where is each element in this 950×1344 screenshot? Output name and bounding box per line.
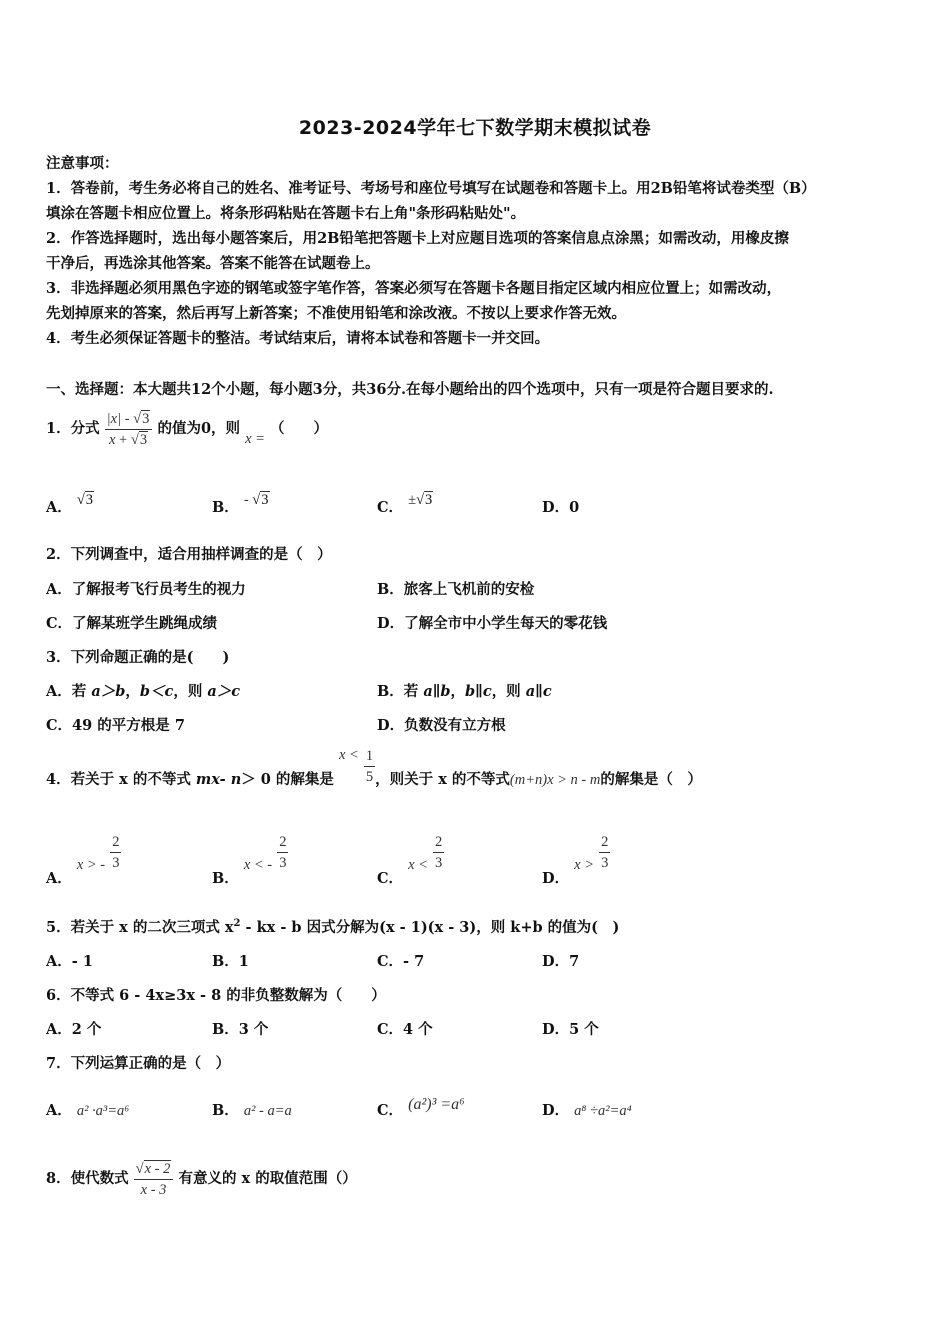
q4-d-label: D．: [542, 869, 570, 887]
q4-a-frac: [110, 832, 121, 873]
q1-a-sqrt: √3: [76, 492, 94, 508]
q3-option-d: D．负数没有立方根: [377, 717, 506, 734]
q1-c-label: C．: [377, 499, 404, 516]
q4-a-x: x > -: [76, 856, 106, 873]
q4-mid: ，则关于 x 的不等式: [375, 771, 510, 788]
q5-option-c: C．- 7: [377, 953, 425, 970]
q4-c-frac: [433, 832, 444, 873]
q1-den-radicand: 3: [139, 431, 148, 448]
notes-line: 干净后，再选涂其他答案。答案不能答在试题卷上。: [46, 255, 380, 272]
q7-c-expr: (a²)³ =a⁶: [408, 1096, 465, 1113]
notes-line: 3．非选择题必须用黑色字迹的钢笔或签字笔作答，答案必须写在答题卡各题目指定区域内相应位置上；如需改动，: [46, 280, 782, 297]
q3-b-t5: a∥c: [525, 683, 552, 700]
q1-b-radicand: 3: [261, 492, 269, 508]
q5-stem-b: - kx - b 因式分解为(x - 1)(x - 3)，则 k+b 的值为( ): [240, 919, 620, 936]
q3-a-t2: ，: [125, 683, 140, 700]
q3-b-t1: a∥b: [423, 683, 451, 700]
question-7: 7．下列运算正确的是（ ）: [46, 1055, 231, 1072]
q7-d-label: D．: [542, 1102, 570, 1119]
q1-a-label: A．: [46, 499, 72, 516]
q6-option-b: B．3 个: [212, 1021, 269, 1038]
q4-d-frac: [599, 832, 610, 873]
q5-sup: 2: [233, 918, 241, 930]
q4-ineq2: (m+n)x > n - m: [509, 772, 601, 788]
q7-option-b: [212, 1099, 292, 1120]
q4-sol-den: 5: [365, 769, 374, 785]
q3-b-t4: ，则: [491, 683, 526, 700]
section-heading: 一、选择题：本大题共12个小题，每小题3分，共36分.在每小题给出的四个选项中，只有一项是符合题目要求的.: [46, 381, 774, 398]
q4-d-x: x >: [574, 856, 594, 873]
q1-num-abs: |x|: [106, 410, 122, 427]
q7-a-label: A．: [46, 1102, 72, 1119]
q8-prefix: 8．使代数式: [46, 1170, 129, 1187]
q4-ineq: mx- n: [195, 771, 242, 788]
q1-xeq: x =: [245, 431, 265, 447]
q1-num-radicand: 3: [142, 410, 150, 427]
q3-option-b: [377, 680, 552, 701]
q1-paren: （ ）: [270, 420, 329, 437]
question-3: 3．下列命题正确的是( ): [46, 649, 230, 666]
q1-b-sqrt: √3: [252, 492, 269, 508]
q4-a-den: 3: [112, 855, 120, 871]
q7-b-expr: a² - a=a: [243, 1103, 292, 1119]
q6-option-a: A．2 个: [46, 1021, 102, 1038]
q6-option-c: C．4 个: [377, 1021, 433, 1038]
q4-c-label: C．: [377, 869, 404, 887]
notes-heading: 注意事项：: [46, 155, 119, 172]
q1-den-x: x: [108, 431, 116, 448]
q4-b-den: 3: [279, 855, 287, 871]
q1-c-sqrt: √3: [416, 492, 433, 508]
notes-line: 1．答卷前，考生务必将自己的姓名、准考证号、考场号和座位号填写在试题卷和答题卡上。用2B铅笔将试卷类型（B）: [46, 180, 816, 197]
q8-num: x - 2: [144, 1160, 171, 1177]
notes-line: 填涂在答题卡相应位置上。将条形码粘贴在答题卡右上角"条形码粘贴处"。: [46, 205, 526, 222]
notes-line: 4．考生必须保证答题卡的整洁。考试结束后，请将本试卷和答题卡一并交回。: [46, 330, 550, 347]
q3-a-t1: a＞b: [91, 683, 126, 700]
q5-stem-a: 5．若关于 x 的二次三项式 x: [46, 919, 234, 936]
question-6: 6．不等式 6 - 4x≥3x - 8 的非负整数解为（ ）: [46, 987, 386, 1004]
q4-option-d: [542, 832, 610, 887]
q4-b-label: B．: [212, 869, 239, 887]
q7-option-c: [377, 1096, 465, 1120]
question-1: [46, 404, 328, 454]
question-8: [46, 1148, 357, 1198]
q4-sol-frac: [364, 746, 375, 787]
q3-option-a: [46, 680, 240, 701]
q4-b-frac: [277, 832, 288, 873]
q3-b-label: B．若: [377, 683, 424, 700]
q3-a-t5: a＞c: [207, 683, 241, 700]
q8-fraction: [134, 1159, 174, 1200]
q1-b-label: B．: [212, 499, 239, 516]
q3-a-t4: ，则: [173, 683, 208, 700]
q8-num-sqrt: √x - 2: [135, 1160, 171, 1177]
notes-line: 先划掉原来的答案，然后再写上新答案；不准使用铅笔和涂改液。不按以上要求作答无效。: [46, 305, 626, 322]
q4-c-den: 3: [435, 855, 443, 871]
q1-option-b: [212, 492, 270, 517]
notes-line: 2．作答选择题时，选出每小题答案后，用2B铅笔把答题卡上对应题目选项的答案信息点涂黑；如需改动，用橡皮擦: [46, 230, 789, 247]
q4-suffix: 的解集是（ ）: [600, 771, 702, 788]
q3-b-t2: ，: [450, 683, 466, 700]
q1-fraction: [105, 409, 153, 450]
q4-d-num: 2: [599, 832, 610, 853]
q2-option-a: A．了解报考飞行员考生的视力: [46, 581, 246, 598]
q3-a-t3: b＜c: [139, 683, 174, 700]
q7-b-label: B．: [212, 1102, 239, 1119]
q4-option-b: [212, 832, 288, 887]
q4-solution: [339, 746, 375, 787]
q1-num-sqrt: √3: [133, 410, 150, 427]
q2-option-b: B．旅客上飞机前的安检: [377, 581, 535, 598]
q7-c-label: C．: [377, 1102, 404, 1119]
q3-option-c: C．49 的平方根是 7: [46, 717, 185, 734]
q7-option-a: [46, 1099, 129, 1120]
q4-c-num: 2: [433, 832, 444, 853]
q5-option-d: D．7: [542, 953, 580, 970]
q1-suffix: 的值为0，则: [157, 420, 241, 437]
q1-b-minus: -: [243, 492, 253, 508]
question-5: [46, 916, 619, 937]
q2-option-d: D．了解全市中小学生每天的零花钱: [377, 615, 608, 632]
q4-b-x: x < -: [243, 856, 273, 873]
q4-option-c: [377, 832, 444, 887]
page-title: 2023-2024学年七下数学期末模拟试卷: [298, 117, 652, 139]
q2-option-c: C．了解某班学生跳绳成绩: [46, 615, 218, 632]
q8-den: x - 3: [140, 1181, 167, 1198]
q6-option-d: D．5 个: [542, 1021, 599, 1038]
q1-c-pm: ±: [408, 492, 417, 508]
q5-option-b: B．1: [212, 953, 249, 970]
q3-b-t3: b∥c: [465, 683, 492, 700]
q1-option-c: [377, 492, 433, 517]
q4-d-den: 3: [601, 855, 609, 871]
q4-sol-num: 1: [364, 746, 375, 767]
q4-prefix: 4．若关于 x 的不等式: [46, 771, 196, 788]
q4-a-label: A．: [46, 869, 72, 887]
q4-option-a: [46, 832, 121, 887]
q1-num-minus: -: [121, 410, 134, 427]
question-2: 2．下列调查中，适合用抽样调查的是（ ）: [46, 546, 332, 563]
q3-a-label: A．若: [46, 683, 92, 700]
q4-c-x: x <: [408, 856, 428, 873]
q8-suffix: 有意义的 x 的取值范围（）: [178, 1170, 357, 1187]
q1-option-a: [46, 492, 94, 517]
q7-d-expr: a⁸ ÷a²=a⁴: [574, 1103, 632, 1119]
q1-c-radicand: 3: [425, 492, 433, 508]
q5-option-a: A．- 1: [46, 953, 93, 970]
question-4: [46, 748, 702, 800]
q7-option-d: [542, 1099, 632, 1120]
q7-a-expr: a² ·a³=a⁶: [76, 1103, 130, 1119]
q4-a-num: 2: [110, 832, 121, 853]
q1-den-plus: +: [115, 431, 131, 448]
q4-b-num: 2: [277, 832, 288, 853]
q1-option-d: D．0: [542, 499, 580, 516]
q1-a-radicand: 3: [85, 492, 94, 508]
q4-gt0: ＞ 0 的解集是: [241, 771, 334, 788]
q1-prefix: 1．分式: [46, 420, 100, 437]
q4-sol-x: x <: [338, 746, 359, 763]
q1-den-sqrt: √3: [130, 431, 148, 448]
